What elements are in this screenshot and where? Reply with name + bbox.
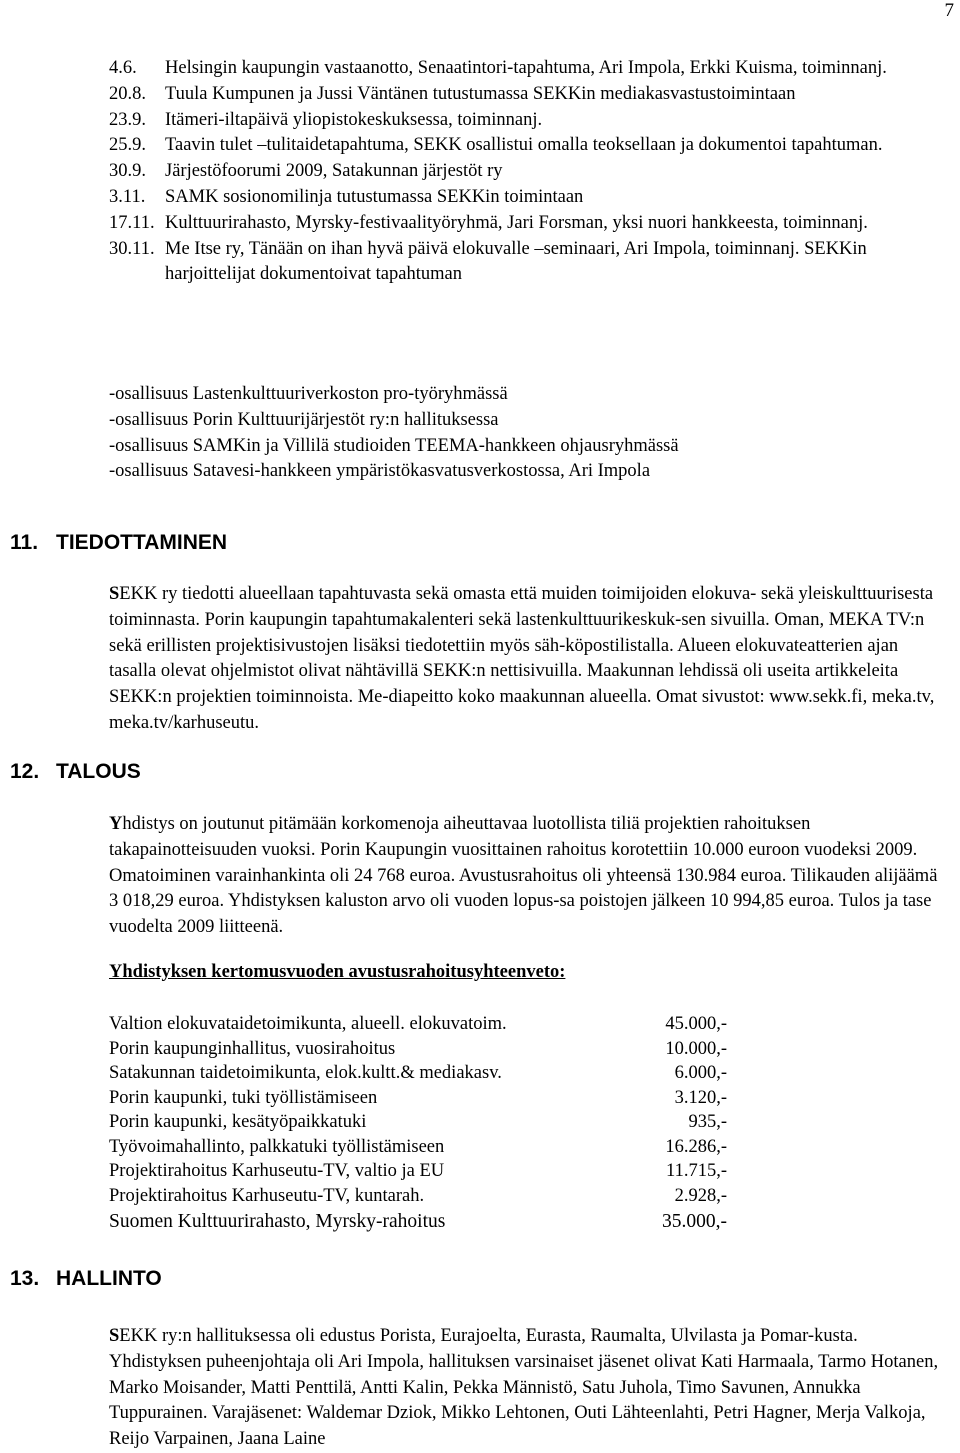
funding-source: Porin kaupunki, tuki työllistämiseen [109, 1087, 378, 1108]
event-date: 3.11. [109, 186, 146, 207]
funding-row [109, 1012, 727, 1037]
paragraph-text: EKK ry:n hallituksessa oli edustus Porista, Eurajoelta, Eurasta, Raumalta, Ulvilasta ja Pomar-kusta. Yhdistyksen puheenjohtaja oli Ari Impola, hallituksen varsinaiset jäsenet olivat Kati Harmaala, Tarmo Hotanen, Marko Moisander, Matti Penttilä, Antti Kalin, Pekka Männistö, Satu Juhola, Timo Savunen, Annukka Tuppurainen. Varajäsenet: Waldemar Dziok, Mikko Lehtonen, Outi Lähteenlahti, Petri Hagner, Merja Valkoja, Reijo Varpainen, Jaana Laine [109, 1326, 939, 1450]
funding-row [109, 1184, 727, 1209]
section-number: 12. [10, 760, 40, 783]
event-item [109, 211, 939, 237]
participation-item: -osallisuus Porin Kulttuurijärjestöt ry:n hallituksessa [109, 409, 499, 430]
event-item [109, 82, 939, 108]
funding-source: Porin kaupunki, kesätyöpaikkatuki [109, 1112, 367, 1132]
funding-amount: 45.000,- [665, 1014, 727, 1034]
section-number: 11. [10, 531, 39, 554]
event-item [109, 185, 939, 211]
event-text: Me Itse ry, Tänään on ihan hyvä päivä elokuvalle –seminaari, Ari Impola, toiminnanj. SEKKin harjoittelijat dokumentoivat tapahtuman [165, 238, 867, 285]
participation-item: -osallisuus SAMKin ja Villilä studioiden TEEMA-hankkeen ohjausryhmässä [109, 435, 679, 456]
event-date: 25.9. [109, 135, 146, 156]
funding-source: Työvoimahallinto, palkkatuki työllistämiseen [109, 1136, 445, 1157]
participation-list [109, 382, 929, 485]
funding-amount: 3.120,- [674, 1087, 727, 1108]
participation-item: -osallisuus Lastenkulttuuriverkoston pro-työryhmässä [109, 384, 508, 404]
funding-summary-title: Yhdistyksen kertomusvuoden avustusrahoitusyhteenveto: [109, 962, 566, 982]
drop-initial: S [109, 584, 120, 604]
event-text: SAMK sosionomilinja tutustumassa SEKKin toimintaan [165, 186, 584, 207]
funding-source: Porin kaupunginhallitus, vuosirahoitus [109, 1038, 396, 1059]
event-item [109, 133, 939, 159]
funding-amount: 6.000,- [674, 1063, 727, 1083]
funding-row [109, 1110, 727, 1135]
funding-row [109, 1135, 727, 1160]
funding-row [109, 1210, 727, 1235]
section-heading-tiedottaminen [10, 531, 227, 555]
section-body-talous [109, 812, 949, 941]
section-title: TIEDOTTAMINEN [56, 531, 228, 554]
section-title: HALLINTO [56, 1267, 162, 1290]
event-text: Tuula Kumpunen ja Jussi Väntänen tutustumassa SEKKin mediakasvastustoimintaan [165, 83, 796, 104]
drop-initial: Y [109, 814, 123, 834]
funding-amount: 16.286,- [665, 1136, 727, 1157]
funding-amount: 35.000,- [662, 1211, 727, 1232]
funding-table [109, 1012, 727, 1235]
event-date: 17.11. [109, 212, 155, 233]
funding-source: Projektirahoitus Karhuseutu-TV, kuntarah. [109, 1185, 425, 1206]
funding-amount: 2.928,- [674, 1185, 727, 1206]
funding-amount: 11.715,- [666, 1161, 727, 1181]
event-text: Helsingin kaupungin vastaanotto, Senaatintori-tapahtuma, Ari Impola, Erkki Kuisma, toiminnanj. [165, 58, 887, 78]
section-title: TALOUS [56, 760, 141, 783]
funding-source: Valtion elokuvataidetoimikunta, alueell. elokuvatoim. [109, 1014, 507, 1034]
event-item [109, 108, 939, 134]
event-date: 4.6. [109, 58, 137, 78]
event-list [109, 56, 939, 288]
funding-amount: 10.000,- [665, 1038, 727, 1059]
event-date: 23.9. [109, 109, 146, 130]
event-text: Kulttuurirahasto, Myrsky-festivaalityöryhmä, Jari Forsman, yksi nuori hankkeesta, toiminnanj. [165, 212, 868, 233]
section-number: 13. [10, 1267, 40, 1290]
funding-row [109, 1159, 727, 1184]
event-item [109, 56, 939, 82]
funding-row [109, 1061, 727, 1086]
funding-row [109, 1086, 727, 1111]
event-text: Taavin tulet –tulitaidetapahtuma, SEKK osallistui omalla teoksellaan ja dokumentoi tapahtuman. [165, 135, 883, 156]
event-text: Itämeri-iltapäivä yliopistokeskuksessa, toiminnanj. [165, 109, 543, 130]
event-date: 20.8. [109, 83, 146, 104]
paragraph-text: EKK ry tiedotti alueellaan tapahtuvasta sekä omasta että muiden toimijoiden elokuva- sekä yleiskulttuurisesta toiminnasta. Porin kaupungin tapahtumakalenteri sekä lastenkulttuurikeskuk-sen sivuilla. Oman, MEKA TV:n sekä erillisten projektisivustojen lisäksi tiedotettiin myös säh-köpostilistalla. Alueen elokuvateatterien ajan tasalla olevat ohjelmistot olivat nähtävillä SEKK:n nettisivuilla. Maakunnan lehdissä oli useita artikkeleita SEKK:n projektien toiminnoista. Me-diapeitto koko maakunnan alueella. Omat sivustot: www.sekk.fi, meka.tv, meka.tv/karhuseutu. [109, 584, 935, 733]
funding-source: Suomen Kulttuurirahasto, Myrsky-rahoitus [109, 1211, 446, 1232]
drop-initial: S [109, 1326, 120, 1346]
funding-source: Satakunnan taidetoimikunta, elok.kultt.& mediakasv. [109, 1063, 502, 1083]
event-item [109, 159, 939, 185]
section-body-hallinto [109, 1324, 949, 1453]
paragraph-text: hdistys on joutunut pitämään korkomenoja aiheuttavaa luotollista tiliä projektien rahoituksen takapainotteisuuden vuoksi. Porin Kaupungin vuosittainen rahoitus korotettiin 10.000 euroon vuodeksi 2009. Omatoiminen varainhankinta oli 24 768 euroa. Avustusrahoitus oli yhteensä 130.984 euroa. Tilikauden alijäämä 3 018,29 euroa. Yhdistyksen kaluston arvo oli vuoden lopus-sa poistojen jälkeen 10 994,85 euroa. Tulos ja tase vuodelta 2009 liitteenä. [109, 814, 938, 938]
section-heading-hallinto [10, 1267, 162, 1291]
funding-source: Projektirahoitus Karhuseutu-TV, valtio ja EU [109, 1161, 445, 1181]
funding-row [109, 1037, 727, 1062]
section-heading-talous [10, 760, 141, 784]
page-number: 7 [944, 0, 954, 21]
event-date: 30.9. [109, 161, 146, 182]
section-body-tiedottaminen [109, 582, 949, 737]
participation-item: -osallisuus Satavesi-hankkeen ympäristökasvatusverkostossa, Ari Impola [109, 461, 651, 482]
event-item [109, 237, 939, 289]
event-text: Järjestöfoorumi 2009, Satakunnan järjestöt ry [165, 161, 503, 182]
event-date: 30.11. [109, 238, 155, 259]
funding-amount: 935,- [688, 1112, 727, 1132]
